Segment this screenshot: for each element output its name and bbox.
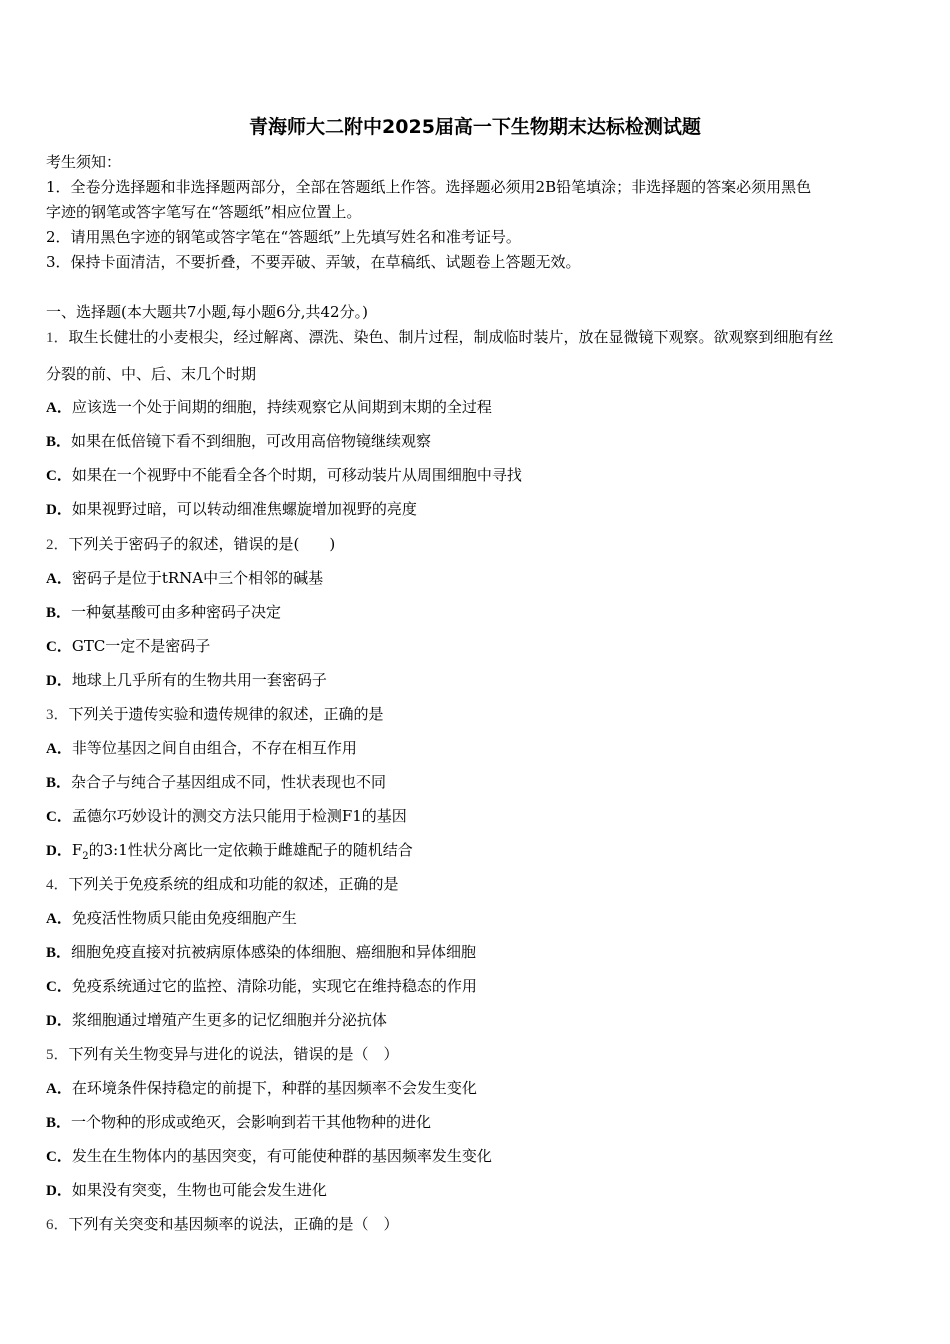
option-letter: A． [46,1081,72,1097]
option-letter: B． [46,434,72,450]
option-letter: C． [46,468,72,484]
question-1-stem-cont: 分裂的前、中、后、末几个时期 [46,365,257,383]
question-3-option-a[interactable] [46,738,357,759]
notice-item: 字迹的钢笔或答字笔写在“答题纸”相应位置上。 [46,203,362,221]
question-5-option-a[interactable] [46,1078,477,1099]
question-1-option-a[interactable] [46,397,492,418]
question-3-option-d[interactable] [46,840,413,867]
option-text: 浆细胞通过增殖产生更多的记忆细胞并分泌抗体 [71,1011,387,1029]
option-letter: B． [46,775,72,791]
option-letter: A． [46,400,72,416]
question-1-stem [46,327,834,348]
option-text-subscript: 2 [82,851,89,862]
option-letter: B． [46,945,72,961]
notice-item: 1．全卷分选择题和非选择题两部分，全部在答题纸上作答。选择题必须用2B铅笔填涂；非选择题的答案必须用黑色 [46,178,812,196]
option-text: 免疫活性物质只能由免疫细胞产生 [71,909,297,927]
option-text: 密码子是位于tRNA中三个相邻的碱基 [71,569,324,587]
option-text: 细胞免疫直接对抗被病原体感染的体细胞、癌细胞和异体细胞 [71,943,477,961]
question-number: 1． [46,330,69,346]
option-text: 在环境条件保持稳定的前提下，种群的基因频率不会发生变化 [71,1079,477,1097]
question-2-option-a[interactable] [46,568,323,589]
question-number: 4． [46,877,69,893]
question-4-option-c[interactable] [46,976,477,997]
option-text: 地球上几乎所有的生物共用一套密码子 [71,671,327,689]
option-text: 一个物种的形成或绝灭，会影响到若干其他物种的进化 [71,1113,432,1131]
option-letter: D． [46,502,72,518]
option-letter: B． [46,1115,72,1131]
question-4-option-a[interactable] [46,908,297,929]
page-title: 青海师大二附中2025届高一下生物期末达标检测试题 [249,116,701,138]
option-letter: C． [46,979,72,995]
option-letter: D． [46,843,72,859]
option-letter: D． [46,1183,72,1199]
question-1-option-b[interactable] [46,431,431,452]
question-2-option-b[interactable] [46,602,281,623]
option-letter: C． [46,809,72,825]
question-number: 3． [46,707,69,723]
question-4-stem [46,874,399,895]
question-3-option-c[interactable] [46,806,407,827]
option-text: 如果没有突变，生物也可能会发生进化 [71,1181,327,1199]
option-text: 如果在低倍镜下看不到细胞，可改用高倍物镜继续观察 [71,432,432,450]
question-5-option-b[interactable] [46,1112,431,1133]
question-1-option-d[interactable] [46,499,417,520]
option-text: 非等位基因之间自由组合，不存在相互作用 [71,739,357,757]
option-text: 孟德尔巧妙设计的测交方法只能用于检测F1的基因 [71,807,407,825]
section-heading: 一、选择题(本大题共7小题,每小题6分,共42分。) [46,303,368,321]
question-3-stem [46,704,384,725]
option-text: 应该选一个处于间期的细胞，持续观察它从间期到末期的全过程 [71,398,492,416]
question-text: 下列关于密码子的叙述，错误的是( ) [68,535,336,553]
question-5-option-d[interactable] [46,1180,327,1201]
question-text: 下列关于免疫系统的组成和功能的叙述，正确的是 [68,875,399,893]
question-6-stem [46,1214,399,1235]
option-letter: A． [46,911,72,927]
notice-item: 2．请用黑色字迹的钢笔或答字笔在“答题纸”上先填写姓名和准考证号。 [46,228,521,246]
question-number: 2． [46,537,69,553]
question-text: 下列有关生物变异与进化的说法，错误的是（ ） [68,1045,399,1063]
option-text: 的3:1性状分离比一定依赖于雌雄配子的随机结合 [88,841,413,859]
option-text: 如果在一个视野中不能看全各个时期，可移动装片从周围细胞中寻找 [71,466,522,484]
question-5-option-c[interactable] [46,1146,492,1167]
option-letter: D． [46,673,72,689]
question-text: 下列关于遗传实验和遗传规律的叙述，正确的是 [68,705,384,723]
question-text: 取生长健壮的小麦根尖，经过解离、漂洗、染色、制片过程，制成临时装片，放在显微镜下观察。欲观察到细胞有丝 [68,328,834,346]
option-letter: D． [46,1013,72,1029]
option-text-prefix: F [71,841,83,859]
option-text: 一种氨基酸可由多种密码子决定 [71,603,282,621]
question-1-option-c[interactable] [46,465,522,486]
notice-item: 3．保持卡面清洁，不要折叠，不要弄破、弄皱，在草稿纸、试题卷上答题无效。 [46,253,581,271]
option-text: 发生在生物体内的基因突变，有可能使种群的基因频率发生变化 [71,1147,492,1165]
option-letter: C． [46,639,72,655]
question-4-option-d[interactable] [46,1010,387,1031]
option-text: GTC一定不是密码子 [71,637,211,655]
option-letter: C． [46,1149,72,1165]
option-text: 免疫系统通过它的监控、清除功能，实现它在维持稳态的作用 [71,977,477,995]
question-2-option-c[interactable] [46,636,210,657]
option-letter: A． [46,741,72,757]
question-4-option-b[interactable] [46,942,476,963]
option-text: 如果视野过暗，可以转动细准焦螺旋增加视野的亮度 [71,500,417,518]
question-text: 下列有关突变和基因频率的说法，正确的是（ ） [68,1215,399,1233]
notice-heading: 考生须知： [46,153,122,171]
option-text: 杂合子与纯合子基因组成不同，性状表现也不同 [71,773,387,791]
option-letter: B． [46,605,72,621]
question-2-stem [46,534,335,555]
question-5-stem [46,1044,399,1065]
question-2-option-d[interactable] [46,670,327,691]
question-number: 6． [46,1217,69,1233]
option-letter: A． [46,571,72,587]
question-3-option-b[interactable] [46,772,386,793]
question-number: 5． [46,1047,69,1063]
